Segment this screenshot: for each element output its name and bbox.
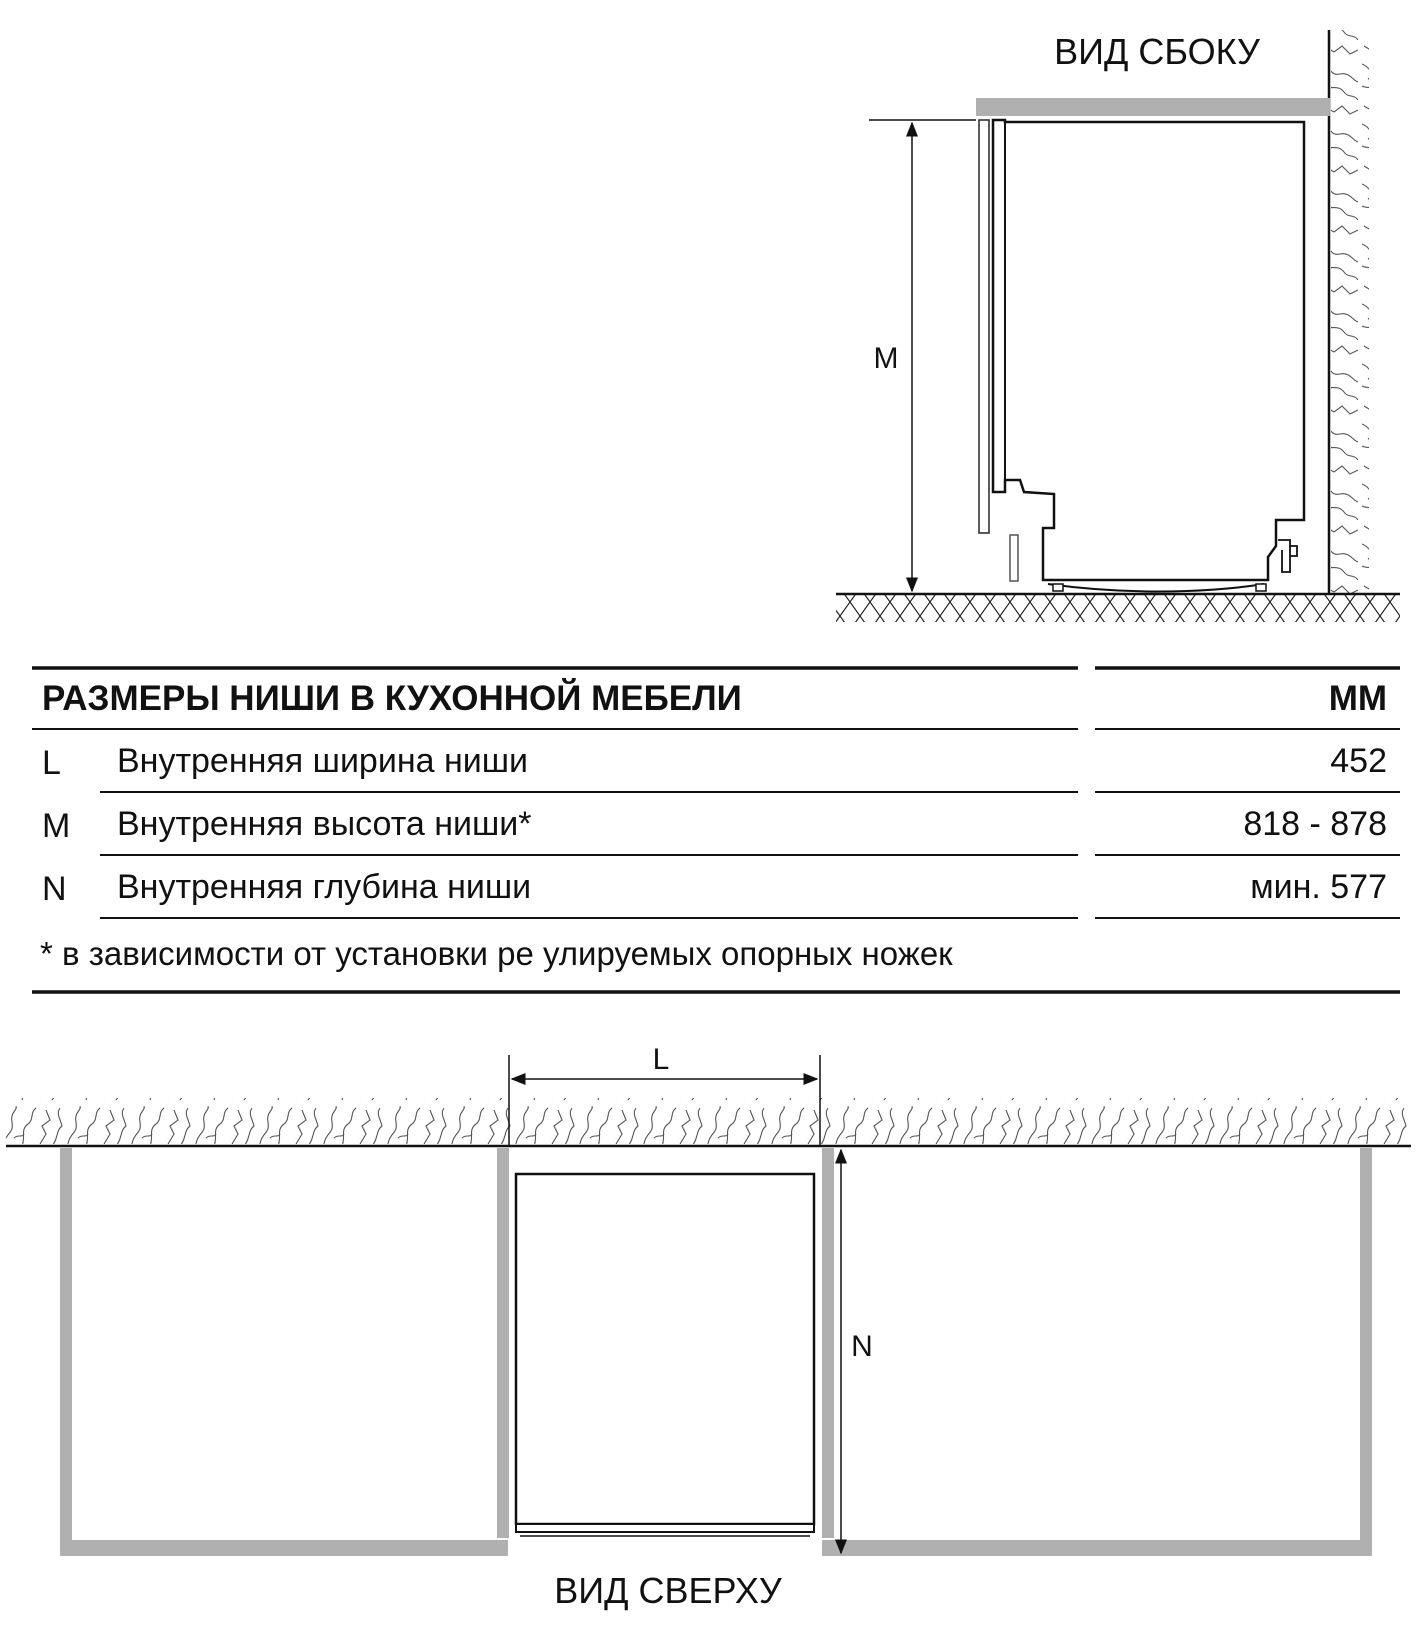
wall-texture (1331, 30, 1369, 595)
row-key: M (42, 807, 71, 845)
row-value: 818 - 878 (1243, 805, 1387, 843)
rear-foot (1256, 584, 1266, 591)
niche-right-panel (822, 1148, 834, 1538)
niche-left-panel (497, 1148, 509, 1538)
appliance-base (1048, 584, 1264, 592)
row-desc: Внутренняя глубина ниши (117, 868, 532, 906)
table-footnote: * в зависимости от установки ре улируемых опорных ножек (40, 935, 953, 972)
dim-n-label: N (851, 1330, 873, 1363)
table-row (42, 742, 1387, 782)
appliance-door-edge (516, 1524, 814, 1532)
table-header-unit: ММ (1328, 679, 1387, 718)
row-value: 452 (1330, 742, 1387, 780)
top-view-title: ВИД СВЕРХУ (554, 1570, 782, 1611)
row-desc: Внутренняя высота ниши* (117, 805, 532, 843)
countertop (976, 98, 1330, 116)
plinth-bracket (1010, 535, 1018, 581)
floor-hatch (836, 594, 1400, 622)
row-key: L (42, 744, 61, 782)
cabinet-right-bottom-panel (822, 1540, 1372, 1556)
row-desc: Внутренняя ширина ниши (117, 742, 529, 780)
appliance-body (993, 120, 1304, 580)
table-header-title: РАЗМЕРЫ НИШИ В КУХОННОЙ МЕБЕЛИ (42, 679, 742, 718)
row-key: N (42, 870, 67, 908)
cabinet-left-outer-panel (60, 1148, 72, 1540)
side-view-title: ВИД СБОКУ (1054, 31, 1260, 72)
front-foot (1053, 584, 1063, 591)
dim-l-label: L (652, 1043, 670, 1076)
cabinet-left-bottom-panel (60, 1540, 508, 1556)
table-row (42, 868, 1387, 908)
dim-m-label: M (873, 342, 899, 375)
top-view (6, 1043, 1411, 1611)
rear-connector-icon (1278, 540, 1297, 572)
side-view (836, 30, 1400, 622)
appliance-top (516, 1174, 814, 1524)
appliance-front-strip (993, 120, 1005, 480)
cabinet-right-outer-panel (1360, 1148, 1372, 1540)
row-value: мин. 577 (1250, 868, 1387, 906)
dimension-table (32, 668, 1400, 992)
door-panel (979, 120, 989, 533)
wall-texture-top (6, 1098, 1411, 1144)
table-row (42, 805, 1387, 845)
